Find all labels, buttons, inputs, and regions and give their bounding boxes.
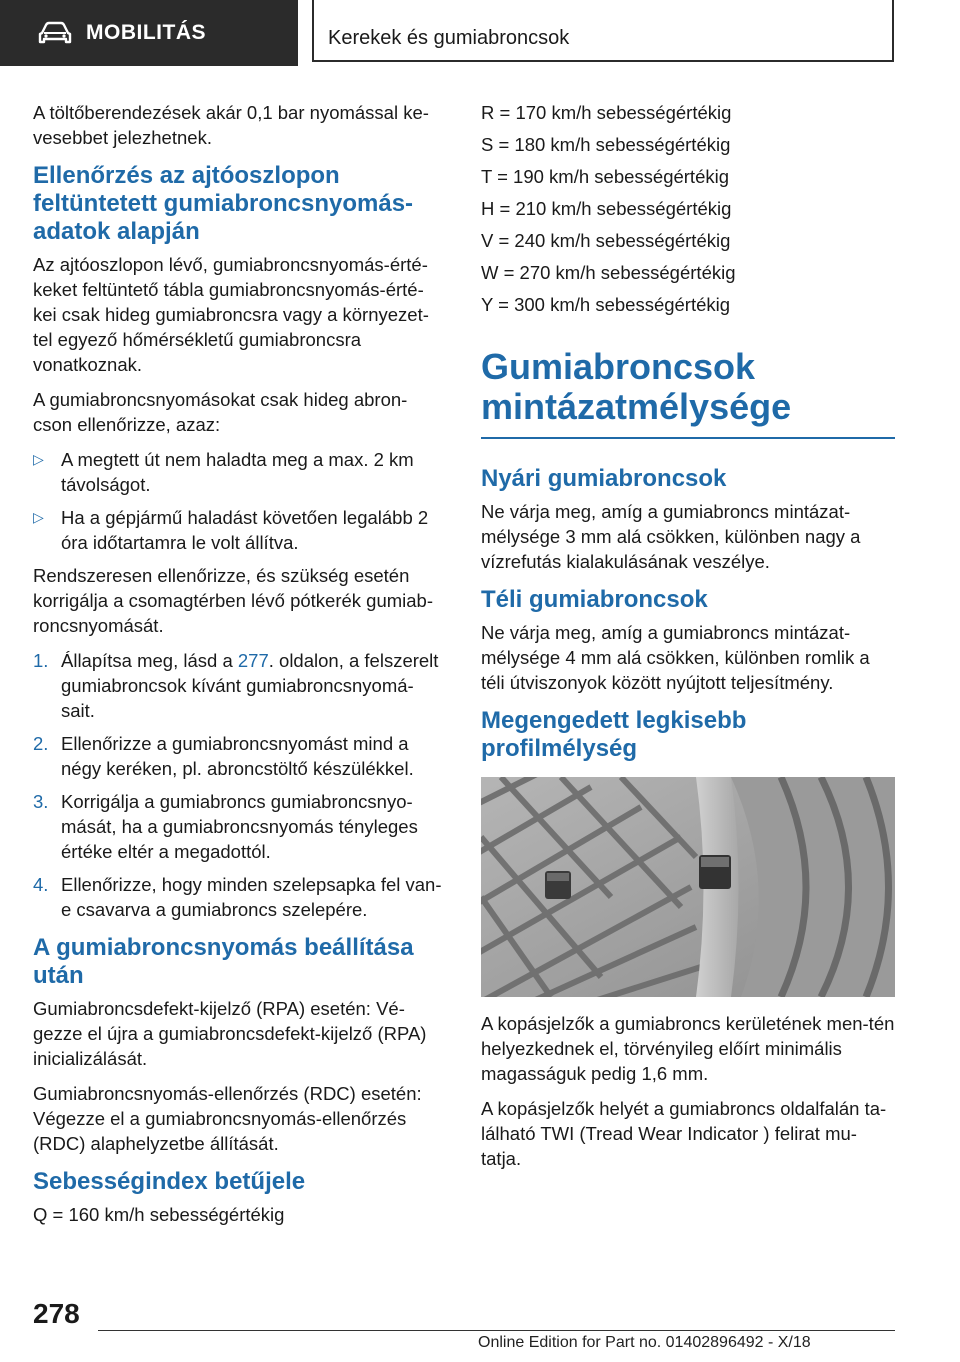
paragraph: A gumiabroncsnyomásokat csak hideg abron-cson ellenőrizze, azaz: [33,389,408,435]
bullet-text: Ha a gépjármű haladást követően legalább 2 óra időtartamra le volt állítva. [61,507,429,553]
heading-winter-tires: Téli gumiabroncsok [481,586,708,613]
speed-index-item: V = 240 km/h sebességértékig [481,230,731,251]
section-tab [0,0,298,66]
step-text: Korrigálja a gumiabroncs gumiabroncsnyo-mását, ha a gumiabroncsnyomás tényleges értéke eltér a megadottól. [61,791,418,862]
paragraph: Ne várja meg, amíg a gumiabroncs mintázat-mélysége 4 mm alá csökken, különben romlik a téli útviszonyok között nyújtott teljesítmény. [481,622,870,693]
speed-index-item: R = 170 km/h sebességértékig [481,102,732,123]
step-item [33,648,445,723]
heading-speed-index: Sebességindex betűjele [33,1168,306,1195]
tire-tread-image [481,777,895,997]
chapter-tab [312,0,894,62]
step-text: Ellenőrizze, hogy minden szelepsapka fel van-e csavarva a gumiabroncs szelepére. [61,874,442,920]
speed-index-item: S = 180 km/h sebességértékig [481,134,731,155]
step-item [33,731,445,781]
speed-index-item: T = 190 km/h sebességértékig [481,166,730,187]
speed-index-q: Q = 160 km/h sebességértékig [33,1204,285,1225]
paragraph: Gumiabroncsnyomás-ellenőrzés (RDC) esetén: Végezze el a gumiabroncsnyomás-ellenőrzés (RDC) alaphelyzetbe állítását. [33,1083,422,1154]
step-text: Ellenőrizze a gumiabroncsnyomást mind a négy keréken, pl. abroncstöltő készülékkel. [61,733,414,779]
heading-after-adjustment: A gumiabroncsnyomás beállítása után [33,934,414,989]
paragraph: Gumiabroncsdefekt-kijelző (RPA) esetén: Vé-gezze el újra a gumiabroncsdefekt-kijelző (RPA) inicializálását. [33,998,427,1069]
right-column [481,100,895,1181]
page-number: 278 [33,1298,80,1329]
speed-index-item: H = 210 km/h sebességértékig [481,198,732,219]
heading-rule [481,437,895,439]
paragraph: A kopásjelzők a gumiabroncs kerületének men-tén helyezkednek el, törvényileg előírt minimális magasságuk pedig 1,6 mm. [481,1013,895,1084]
step-text-post: . oldalon, a felszerelt gumiabroncsok kívánt gumiabroncsnyomá-sait. [61,650,439,721]
triangle-bullet-icon: ▷ [33,509,44,525]
heading-summer-tires: Nyári gumiabroncsok [481,465,727,492]
intro-text: A töltőberendezések akár 0,1 bar nyomással ke-vesebbet jelezhetnek. [33,102,429,148]
heading-min-tread-depth: Megengedett legkisebb profilmélység [481,707,747,762]
paragraph: A kopásjelzők helyét a gumiabroncs oldalfalán ta-lálható TWI (Tread Wear Indicator ) felirat mu-tatja. [481,1098,887,1169]
section-title: MOBILITÁS [86,21,206,44]
step-text [61,650,438,721]
paragraph: Rendszeresen ellenőrizze, és szükség esetén korrigálja a csomagtérben lévő pótkerék gumiab-roncsnyomását. [33,565,434,636]
heading-tread-depth: Gumiabroncsok mintázatmélysége [481,346,792,427]
car-icon [38,21,72,45]
bullet-item [33,505,445,555]
footer-rule [98,1330,895,1331]
chapter-title: Kerekek és gumiabroncsok [328,27,570,49]
paragraph: Ne várja meg, amíg a gumiabroncs mintázat-mélysége 3 mm alá csökken, különben nagy a vízrefutás kialakulásának veszélye. [481,501,861,572]
step-number: 3. [33,791,49,812]
speed-index-item: W = 270 km/h sebességértékig [481,262,736,283]
step-text-pre: Állapítsa meg, lásd a [61,650,238,671]
paragraph: Az ajtóoszlopon lévő, gumiabroncsnyomás-érté-keket feltüntető tábla gumiabroncsnyomás-érté-kei csak hideg gumiabroncsra vagy a környezet-tel egyező hőmérsékletű gumiabroncsra vonatkoznak. [33,254,429,375]
triangle-bullet-icon: ▷ [33,451,44,467]
bullet-text: A megtett út nem haladta meg a max. 2 km távolságot. [61,449,414,495]
step-number: 2. [33,733,49,754]
page-header [0,0,960,66]
left-column [33,100,445,1237]
speed-index-item: Y = 300 km/h sebességértékig [481,294,731,315]
step-number: 4. [33,874,49,895]
bullet-item [33,447,445,497]
page-link[interactable]: 277 [237,650,269,671]
edition-footer: Online Edition for Part no. 01402896492 - X/18 [478,1334,811,1351]
step-item [33,789,445,864]
speed-index-list [481,100,895,317]
heading-door-pillar-check: Ellenőrzés az ajtóoszlopon feltüntetett gumiabroncsnyomás-adatok alapján [33,162,414,245]
step-item [33,872,445,922]
step-number: 1. [33,650,49,671]
